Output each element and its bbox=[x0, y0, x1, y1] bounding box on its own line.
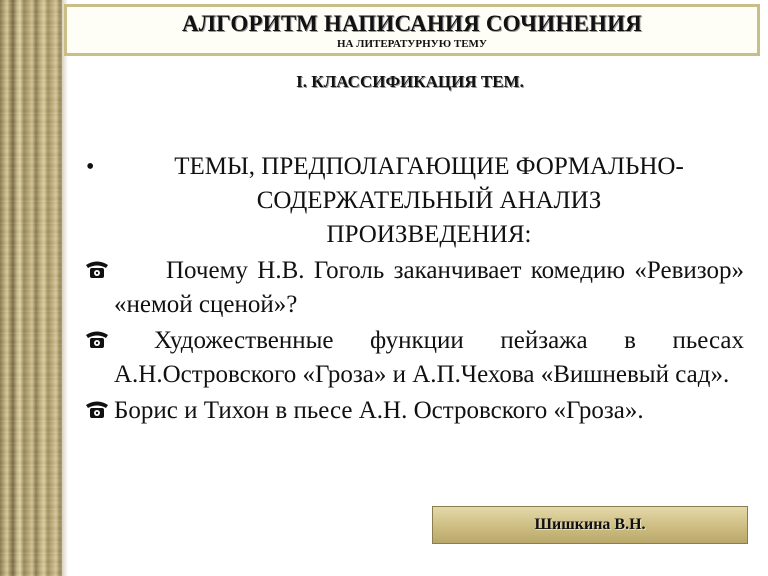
telephone-icon bbox=[84, 258, 110, 280]
item-text: Почему Н.В. Гоголь заканчивает комедию «Ревизор» «немой сценой»? bbox=[114, 257, 744, 318]
bullet-line-1: ТЕМЫ, ПРЕДПОЛАГАЮЩИЕ ФОРМАЛЬНО- bbox=[174, 153, 684, 180]
item-text: Художественные функции пейзажа в пьесах А.Н.Островского «Гроза» и А.П.Чехова «Вишневый сад». bbox=[114, 327, 744, 388]
telephone-icon bbox=[84, 328, 110, 350]
item-text: Борис и Тихон в пьесе А.Н. Островского «Гроза». bbox=[114, 397, 644, 424]
bullet-line-3: ПРОИЗВЕДЕНИЯ: bbox=[326, 221, 532, 248]
list-item bbox=[84, 324, 744, 392]
slide-content bbox=[84, 150, 744, 428]
header-box bbox=[64, 4, 760, 56]
list-item bbox=[84, 254, 744, 322]
page-subtitle: НА ЛИТЕРАТУРНУЮ ТЕМУ bbox=[337, 38, 487, 50]
author-badge: Шишкина В.Н. bbox=[432, 506, 748, 544]
bullet-heading bbox=[84, 150, 744, 252]
section-title: I. КЛАССИФИКАЦИЯ ТЕМ. bbox=[296, 72, 524, 91]
page-title: АЛГОРИТМ НАПИСАНИЯ СОЧИНЕНИЯ bbox=[182, 11, 642, 36]
left-stripe-shadow bbox=[62, 0, 68, 576]
telephone-icon bbox=[84, 398, 110, 420]
bullet-line-2: СОДЕРЖАТЕЛЬНЫЙ АНАЛИЗ bbox=[256, 187, 602, 214]
list-item bbox=[84, 394, 744, 428]
bullet-dot-icon: • bbox=[86, 154, 95, 180]
left-decorative-stripe bbox=[0, 0, 62, 576]
